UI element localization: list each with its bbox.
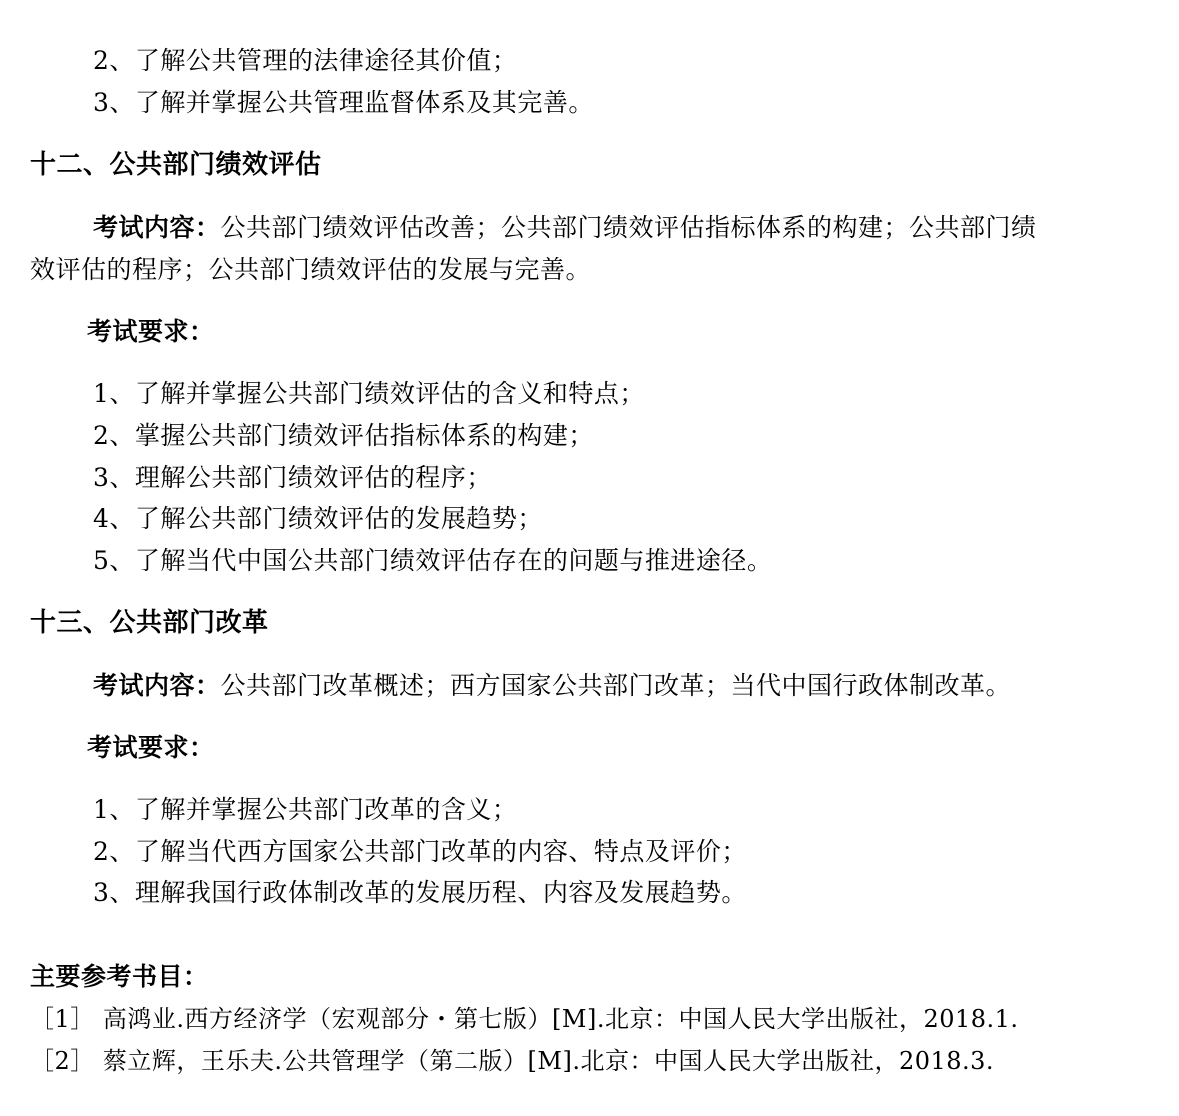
exam-content-paragraph [93, 669, 1011, 703]
section-heading-12: 十二、公共部门绩效评估 [30, 150, 322, 180]
exam-content-label: 考试内容： [93, 213, 221, 242]
list-item: 5、了解当代中国公共部门绩效评估存在的问题与推进途径。 [93, 546, 773, 575]
list-item: 3、理解公共部门绩效评估的程序； [93, 463, 492, 492]
list-item: 2、掌握公共部门绩效评估指标体系的构建； [93, 421, 594, 450]
section-heading-13: 十三、公共部门改革 [30, 608, 269, 638]
exam-content-paragraph [93, 211, 1037, 245]
list-item: 2、了解公共管理的法律途径其价值； [93, 46, 518, 75]
exam-content-text: 公共部门改革概述；西方国家公共部门改革；当代中国行政体制改革。 [220, 671, 1012, 700]
exam-requirements-label: 考试要求： [87, 317, 215, 346]
list-item: 1、了解并掌握公共部门改革的含义； [93, 795, 518, 824]
exam-content-text: 公共部门绩效评估改善；公共部门绩效评估指标体系的构建；公共部门绩 [220, 213, 1037, 242]
list-item: 3、了解并掌握公共管理监督体系及其完善。 [93, 88, 594, 117]
references-heading: 主要参考书目： [30, 962, 209, 991]
list-item: 1、了解并掌握公共部门绩效评估的含义和特点； [93, 379, 645, 408]
exam-content-label: 考试内容： [93, 671, 221, 700]
exam-requirements-label: 考试要求： [87, 733, 215, 762]
reference-item: ［1］ 高鸿业.西方经济学（宏观部分・第七版）[M].北京：中国人民大学出版社，2018.1. [30, 1005, 1019, 1033]
exam-content-continuation: 效评估的程序；公共部门绩效评估的发展与完善。 [30, 255, 592, 284]
reference-item: ［2］ 蔡立辉，王乐夫.公共管理学（第二版）[M].北京：中国人民大学出版社，2018.3. [30, 1047, 995, 1075]
list-item: 2、了解当代西方国家公共部门改革的内容、特点及评价； [93, 837, 747, 866]
list-item: 3、理解我国行政体制改革的发展历程、内容及发展趋势。 [93, 878, 747, 907]
list-item: 4、了解公共部门绩效评估的发展趋势； [93, 504, 543, 533]
